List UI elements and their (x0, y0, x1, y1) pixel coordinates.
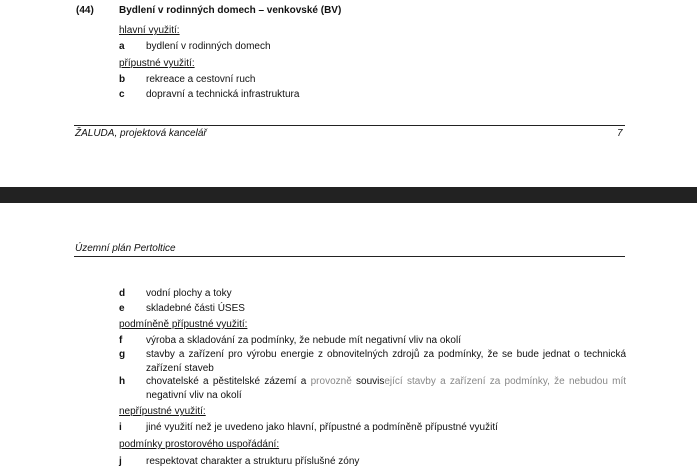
footer-page-number: 7 (617, 128, 623, 139)
item-letter: g (119, 349, 126, 360)
item-text-part: provozně (310, 376, 357, 387)
item-text: výroba a skladování za podmínky, že nebude mít negativní vliv na okolí (146, 335, 461, 346)
item-letter: h (119, 376, 126, 387)
item-letter: f (119, 335, 123, 346)
item-text: stavby a zařízení pro výrobu energie z obnovitelných zdrojů za podmínky, že se bude jednat o technická (146, 349, 626, 360)
item-text-continued: negativní vliv na okolí (146, 390, 242, 401)
item-text-part: ející stavby a zařízení za podmínky, že nebudou mít (384, 376, 627, 387)
footer-company: ŽALUDA, projektová kancelář (75, 128, 207, 139)
item-text-part: chovatelské a pěstitelské zázemí a (146, 376, 311, 387)
podminky-label: podmínky prostorového uspořádání: (119, 439, 280, 450)
item-letter: b (119, 74, 126, 85)
section-number: (44) (76, 5, 94, 16)
item-letter: c (119, 89, 125, 100)
nepripustne-vyuziti-label: nepřípustné využití: (119, 406, 206, 417)
item-letter: e (119, 303, 125, 314)
item-letter: i (119, 422, 122, 433)
item-text: rekreace a cestovní ruch (146, 74, 256, 85)
hlavni-vyuziti-label: hlavní využití: (119, 25, 180, 36)
item-text: bydlení v rodinných domech (146, 41, 271, 52)
item-text: skladebné části ÚSES (146, 303, 245, 314)
header-rule (74, 256, 625, 257)
page-header: Územní plán Pertoltice (75, 243, 176, 254)
page-separator (0, 187, 697, 203)
item-letter: j (119, 456, 122, 467)
item-text-part: souvis (356, 376, 385, 387)
item-letter: d (119, 288, 126, 299)
item-text: vodní plochy a toky (146, 288, 232, 299)
item-text: jiné využití než je uvedeno jako hlavní, přípustné a podmíněně přípustné využití (146, 422, 498, 433)
item-text: respektovat charakter a strukturu příslušné zóny (146, 456, 360, 467)
section-title: Bydlení v rodinných domech – venkovské (BV) (119, 5, 342, 16)
item-text (146, 376, 626, 387)
item-text: dopravní a technická infrastruktura (146, 89, 300, 100)
item-text-continued: zařízení staveb (146, 363, 214, 374)
item-letter: a (119, 41, 125, 52)
podminene-vyuziti-label: podmíněně přípustné využití: (119, 319, 248, 330)
footer-rule (74, 125, 625, 126)
pripustne-vyuziti-label: přípustné využití: (119, 58, 195, 69)
